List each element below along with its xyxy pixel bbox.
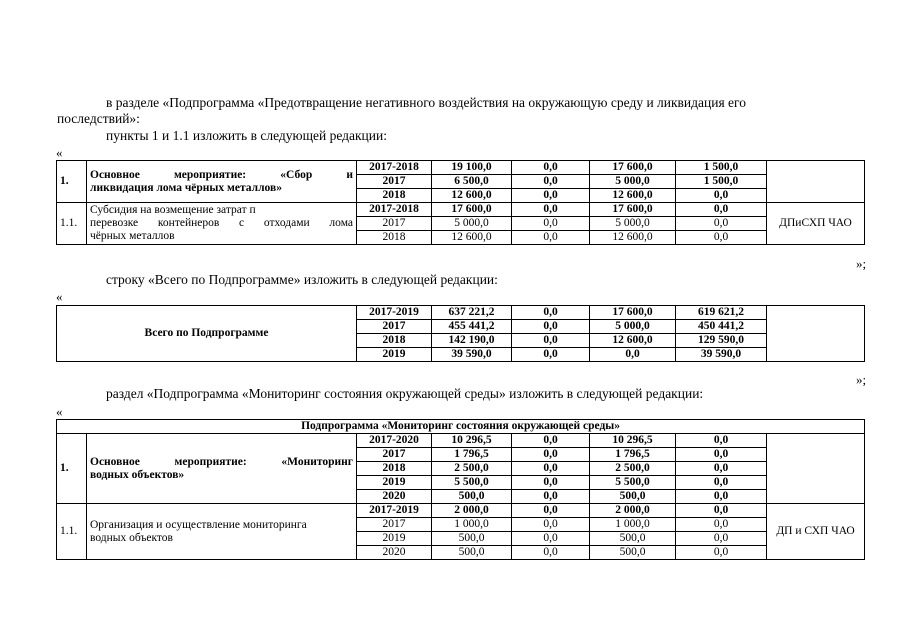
value-cell: 12 600,0: [432, 189, 512, 203]
value-cell: 0,0: [512, 448, 590, 462]
value-cell: 5 500,0: [432, 476, 512, 490]
paragraph-total: строку «Всего по Подпрограмме» изложить в следующей редакции:: [106, 272, 498, 287]
value-cell: 450 441,2: [676, 320, 767, 334]
value-cell: 12 600,0: [590, 231, 676, 245]
value-cell: 637 221,2: [432, 306, 512, 320]
intro-line-2: последствий»:: [57, 111, 140, 126]
value-cell: 0,0: [676, 532, 767, 546]
period-cell: 2018: [357, 231, 432, 245]
value-cell: 5 000,0: [590, 320, 676, 334]
value-cell: 0,0: [676, 504, 767, 518]
paragraph-monitoring: раздел «Подпрограмма «Мониторинг состояния окружающей среды» изложить в следующей редакции:: [106, 386, 704, 401]
item-title: [87, 161, 357, 203]
value-cell: 0,0: [512, 490, 590, 504]
value-cell: 0,0: [512, 306, 590, 320]
value-cell: 0,0: [512, 546, 590, 560]
value-cell: 5 000,0: [590, 217, 676, 231]
period-cell: 2017-2020: [357, 434, 432, 448]
value-cell: 0,0: [512, 320, 590, 334]
value-cell: 0,0: [512, 175, 590, 189]
value-cell: 1 000,0: [432, 518, 512, 532]
period-cell: 2018: [357, 334, 432, 348]
period-cell: 2017-2018: [357, 203, 432, 217]
value-cell: 0,0: [512, 217, 590, 231]
table-row: [57, 420, 865, 434]
value-cell: 2 000,0: [590, 504, 676, 518]
value-cell: 0,0: [676, 203, 767, 217]
value-cell: 455 441,2: [432, 320, 512, 334]
table-row: [57, 504, 865, 518]
table-subprogram-1: [56, 160, 865, 245]
period-cell: 2017-2019: [357, 306, 432, 320]
executor-cell: [767, 434, 865, 504]
value-cell: 0,0: [512, 189, 590, 203]
table-subprogram-monitoring: [56, 419, 865, 560]
value-cell: 129 590,0: [676, 334, 767, 348]
value-cell: 39 590,0: [676, 348, 767, 362]
item-number: 1.: [57, 161, 87, 203]
value-cell: 2 000,0: [432, 504, 512, 518]
period-cell: 2020: [357, 546, 432, 560]
item-title-line: перевозке контейнеров с отходами лома: [90, 217, 353, 229]
table-row: [57, 161, 865, 175]
value-cell: 1 000,0: [590, 518, 676, 532]
value-cell: 0,0: [676, 546, 767, 560]
quote-open-2: «: [56, 289, 63, 304]
value-cell: 19 100,0: [432, 161, 512, 175]
value-cell: 0,0: [512, 518, 590, 532]
value-cell: 6 500,0: [432, 175, 512, 189]
value-cell: 5 500,0: [590, 476, 676, 490]
intro-line-1: в разделе «Подпрограмма «Предотвращение негативного воздействия на окружающую среду и ликвидация его: [106, 95, 746, 110]
value-cell: 0,0: [676, 231, 767, 245]
value-cell: 0,0: [676, 434, 767, 448]
value-cell: 39 590,0: [432, 348, 512, 362]
item-title-line: водных объектов»: [90, 468, 185, 481]
value-cell: 500,0: [590, 490, 676, 504]
item-number: 1.1.: [57, 504, 87, 560]
executor-cell: ДПиСХП ЧАО: [767, 203, 865, 245]
period-cell: 2019: [357, 348, 432, 362]
item-title: [87, 434, 357, 504]
executor-cell: ДП и СХП ЧАО: [767, 504, 865, 560]
period-cell: 2020: [357, 490, 432, 504]
value-cell: 0,0: [676, 217, 767, 231]
subprogram-header: Подпрограмма «Мониторинг состояния окружающей среды»: [57, 420, 865, 434]
value-cell: 5 000,0: [432, 217, 512, 231]
value-cell: 0,0: [512, 231, 590, 245]
item-title-line: водных объектов: [90, 531, 173, 544]
value-cell: 0,0: [676, 476, 767, 490]
period-cell: 2017: [357, 320, 432, 334]
value-cell: 500,0: [432, 546, 512, 560]
quote-open-1: «: [56, 145, 63, 160]
period-cell: 2017-2019: [357, 504, 432, 518]
period-cell: 2018: [357, 189, 432, 203]
value-cell: 17 600,0: [432, 203, 512, 217]
period-cell: 2019: [357, 532, 432, 546]
item-title-line: Субсидия на возмещение затрат п: [90, 204, 256, 216]
value-cell: 500,0: [432, 532, 512, 546]
value-cell: 10 296,5: [590, 434, 676, 448]
value-cell: 0,0: [590, 348, 676, 362]
value-cell: 619 621,2: [676, 306, 767, 320]
period-cell: 2017-2018: [357, 161, 432, 175]
value-cell: 0,0: [676, 490, 767, 504]
value-cell: 0,0: [512, 348, 590, 362]
value-cell: 1 796,5: [590, 448, 676, 462]
item-title-line: чёрных металлов: [90, 230, 175, 242]
value-cell: 2 500,0: [432, 462, 512, 476]
value-cell: 5 000,0: [590, 175, 676, 189]
total-label: Всего по Подпрограмме: [57, 306, 357, 362]
value-cell: 0,0: [676, 448, 767, 462]
item-title: [87, 504, 357, 560]
period-cell: 2017: [357, 518, 432, 532]
table-row: [57, 434, 865, 448]
value-cell: 0,0: [676, 462, 767, 476]
value-cell: 2 500,0: [590, 462, 676, 476]
value-cell: 0,0: [512, 476, 590, 490]
period-cell: 2017: [357, 175, 432, 189]
value-cell: 10 296,5: [432, 434, 512, 448]
value-cell: 0,0: [512, 532, 590, 546]
item-number: 1.: [57, 434, 87, 504]
value-cell: 0,0: [676, 189, 767, 203]
period-cell: 2017: [357, 448, 432, 462]
value-cell: 17 600,0: [590, 161, 676, 175]
value-cell: 1 796,5: [432, 448, 512, 462]
value-cell: 500,0: [432, 490, 512, 504]
value-cell: 12 600,0: [432, 231, 512, 245]
period-cell: 2018: [357, 462, 432, 476]
quote-close-1: »;: [856, 256, 867, 271]
value-cell: 1 500,0: [676, 175, 767, 189]
value-cell: 500,0: [590, 546, 676, 560]
value-cell: 0,0: [512, 334, 590, 348]
executor-cell: [767, 306, 865, 362]
executor-cell: [767, 161, 865, 203]
quote-open-3: «: [56, 404, 63, 419]
value-cell: 17 600,0: [590, 306, 676, 320]
table-total: [56, 305, 865, 362]
table-row: [57, 203, 865, 217]
value-cell: 500,0: [590, 532, 676, 546]
item-title-line: Основное мероприятие: «Сбор и: [90, 168, 353, 181]
intro-line-3: пункты 1 и 1.1 изложить в следующей редакции:: [106, 128, 387, 143]
item-title-line: Организация и осуществление мониторинга: [90, 518, 307, 531]
value-cell: 12 600,0: [590, 189, 676, 203]
value-cell: 17 600,0: [590, 203, 676, 217]
value-cell: 0,0: [512, 161, 590, 175]
table-row: [57, 306, 865, 320]
period-cell: 2017: [357, 217, 432, 231]
value-cell: 142 190,0: [432, 334, 512, 348]
value-cell: 0,0: [512, 504, 590, 518]
value-cell: 0,0: [512, 462, 590, 476]
value-cell: 0,0: [676, 518, 767, 532]
value-cell: 0,0: [512, 434, 590, 448]
item-title-line: Основное мероприятие: «Мониторинг: [90, 455, 353, 468]
value-cell: 0,0: [512, 203, 590, 217]
item-title-line: ликвидация лома чёрных металлов»: [90, 181, 282, 194]
item-number: 1.1.: [57, 203, 87, 245]
value-cell: 12 600,0: [590, 334, 676, 348]
quote-close-2: »;: [856, 372, 867, 387]
value-cell: 1 500,0: [676, 161, 767, 175]
period-cell: 2019: [357, 476, 432, 490]
item-title: [87, 203, 357, 245]
